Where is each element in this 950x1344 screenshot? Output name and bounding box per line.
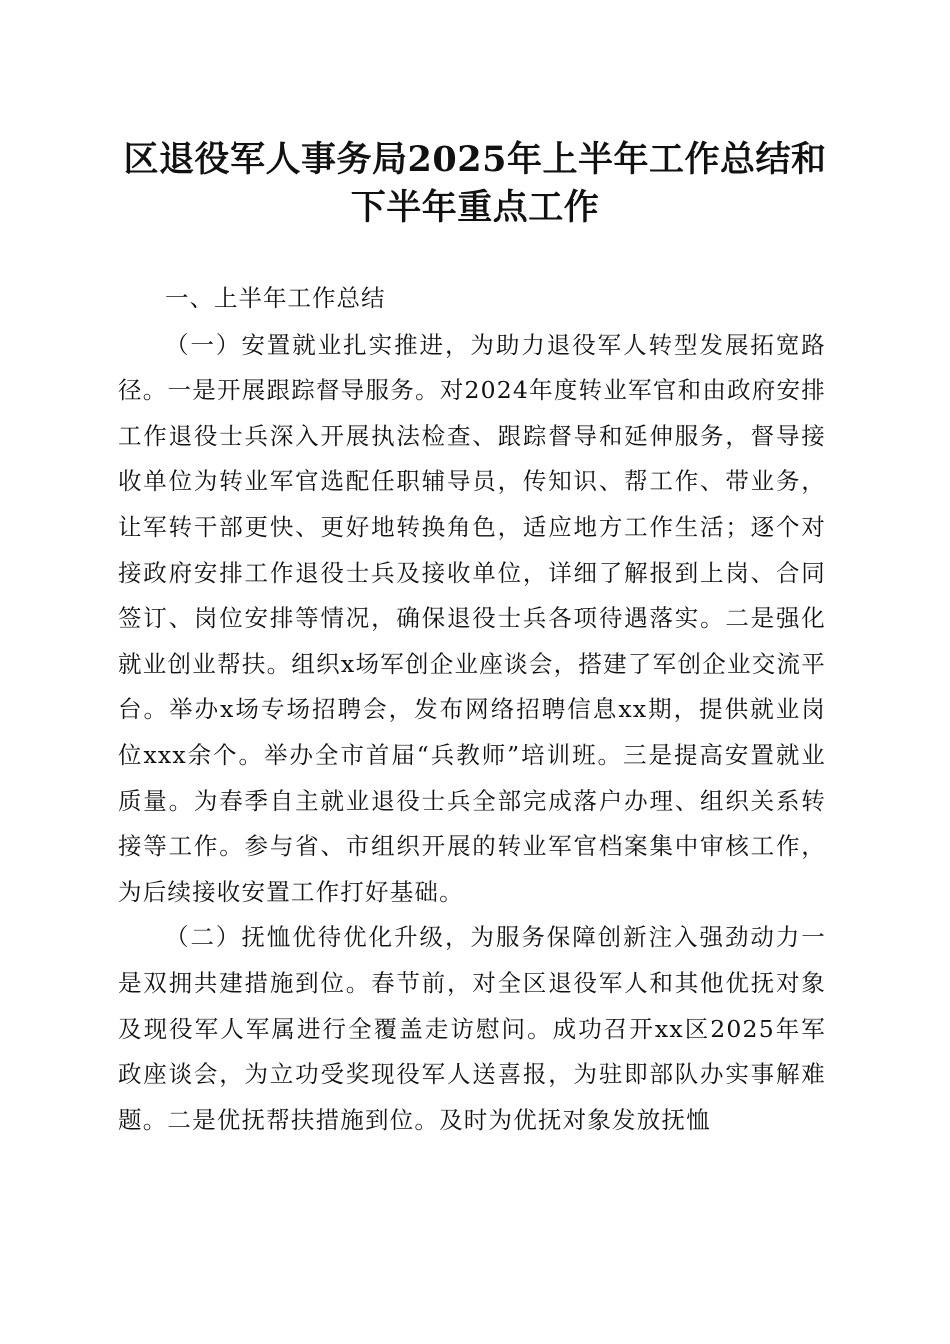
paragraph-2 (118, 915, 826, 1143)
section-heading-1: 一、上半年工作总结 (165, 284, 386, 312)
paragraph-1-lead: （一）安置就业扎实推进，为助力退役军人转型发展拓宽路径。 (118, 330, 826, 405)
document-title (110, 136, 840, 232)
document-body (118, 276, 826, 1143)
paragraph-1-body: 一是开展跟踪督导服务。对2024年度转业军官和由政府安排工作退役士兵深入开展执法检查、跟踪督导和延伸服务，督导接收单位为转业军官选配任职辅导员，传知识、帮工作、带业务，让军转干部更快、更好地转换角色，适应地方工作生活；逐个对接政府安排工作退役士兵及接收单位，详细了解报到上岗、合同签订、岗位安排等情况，确保退役士兵各项待遇落实。二是强化就业创业帮扶。组织x场军创企业座谈会，搭建了军创企业交流平台。举办x场专场招聘会，发布网络招聘信息xx期，提供就业岗位xxx余个。举办全市首届“兵教师”培训班。三是提高安置就业质量。为春季自主就业退役士兵全部完成落户办理、组织关系转接等工作。参与省、市组织开展的转业军官档案集中审核工作，为后续接收安置工作打好基础。 (118, 376, 827, 906)
title-line-2: 下半年重点工作 (350, 187, 600, 228)
title-line-1: 区退役军人事务局2025年上半年工作总结和 (123, 139, 827, 180)
paragraph-2-body: 一是双拥共建措施到位。春节前，对全区退役军人和其他优抚对象及现役军人军属进行全覆盖走访慰问。成功召开xx区2025年军政座谈会，为立功受奖现役军人送喜报，为驻即部队办实事解难题。二是优抚帮扶措施到位。及时为优抚对象发放抚恤 (118, 923, 826, 1134)
paragraph-2-lead: （二）抚恤优待优化升级，为服务保障创新注入强劲动力 (165, 923, 802, 952)
paragraph-1 (118, 323, 826, 916)
